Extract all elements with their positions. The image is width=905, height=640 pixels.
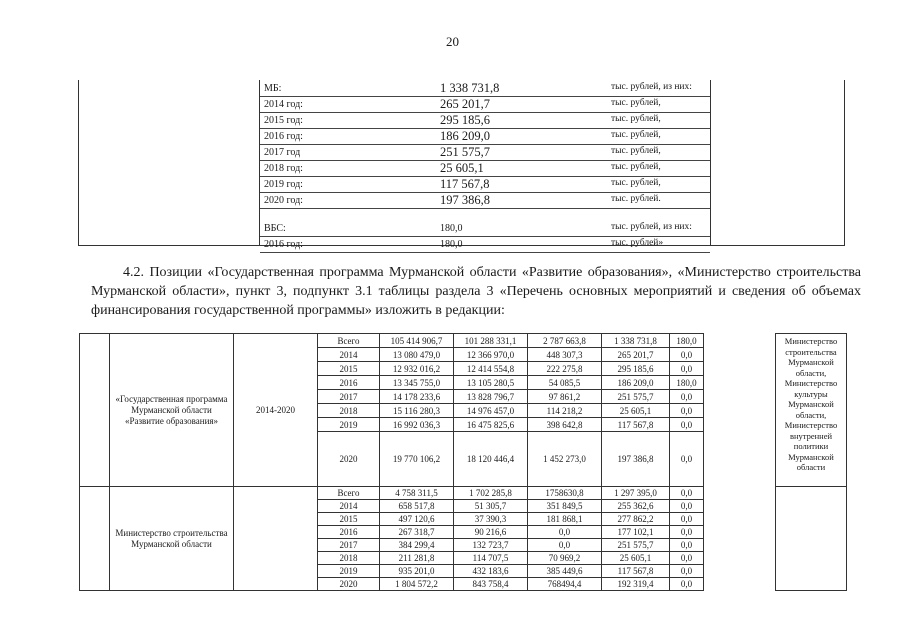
year-cell: 2015 xyxy=(318,362,380,376)
funding-row xyxy=(79,129,844,145)
funding-row-unit: тыс. рублей, из них: xyxy=(611,82,692,92)
year-cell: 2017 xyxy=(318,390,380,404)
year-cell: 2020 xyxy=(318,432,380,487)
funding-row xyxy=(79,161,844,177)
funding-row xyxy=(79,113,844,129)
vbs-cell: 0,0 xyxy=(670,565,704,578)
program-funding-table xyxy=(79,333,847,591)
vbs-cell: 0,0 xyxy=(670,552,704,565)
executor-cell xyxy=(776,487,847,591)
mb-cell: 197 386,8 xyxy=(602,432,670,487)
funding-row-unit: тыс. рублей. xyxy=(611,194,661,204)
funding-row-label: 2014 год: xyxy=(264,99,303,110)
underline xyxy=(260,252,710,253)
ob-cell: 13 828 796,7 xyxy=(454,390,528,404)
total-cell: 12 932 016,2 xyxy=(380,362,454,376)
underline xyxy=(260,208,710,209)
year-cell: 2014 xyxy=(318,348,380,362)
fb-cell: 1 452 273,0 xyxy=(528,432,602,487)
item-name-cell: Министерство строительства Мурманской области xyxy=(110,487,234,591)
ob-cell: 12 414 554,8 xyxy=(454,362,528,376)
year-cell: Всего xyxy=(318,334,380,348)
funding-row-label: 2016 год: xyxy=(264,131,303,142)
funding-row-amount: 295 185,6 xyxy=(440,113,490,127)
fb-cell: 0,0 xyxy=(528,526,602,539)
funding-row xyxy=(79,145,844,161)
funding-row-amount: 186 209,0 xyxy=(440,129,490,143)
total-cell: 935 201,0 xyxy=(380,565,454,578)
year-cell: Всего xyxy=(318,487,380,500)
funding-row xyxy=(79,193,844,209)
total-cell: 14 178 233,6 xyxy=(380,390,454,404)
vbs-cell: 0,0 xyxy=(670,432,704,487)
total-cell: 19 770 106,2 xyxy=(380,432,454,487)
fb-cell: 351 849,5 xyxy=(528,500,602,513)
fb-cell: 448 307,3 xyxy=(528,348,602,362)
mb-cell: 265 201,7 xyxy=(602,348,670,362)
total-cell: 13 080 479,0 xyxy=(380,348,454,362)
ob-cell: 12 366 970,0 xyxy=(454,348,528,362)
vbs-cell: 0,0 xyxy=(670,404,704,418)
funding-row-amount: 117 567,8 xyxy=(440,177,490,191)
executor-cell: Министерство строительства Мурманской области, Министерство культуры Мурманской области, Министерство внутренней политики Мурманской области xyxy=(776,334,847,487)
vbs-cell: 0,0 xyxy=(670,500,704,513)
fb-cell: 114 218,2 xyxy=(528,404,602,418)
total-cell: 13 345 755,0 xyxy=(380,376,454,390)
section-program xyxy=(80,334,847,487)
vbs-cell: 0,0 xyxy=(670,348,704,362)
vbs-cell: 180,0 xyxy=(670,376,704,390)
mb-cell: 1 297 395,0 xyxy=(602,487,670,500)
total-cell: 16 992 036,3 xyxy=(380,418,454,432)
table-row xyxy=(80,487,847,500)
ob-cell: 101 288 331,1 xyxy=(454,334,528,348)
vbs-cell: 0,0 xyxy=(670,487,704,500)
ob-cell: 18 120 446,4 xyxy=(454,432,528,487)
funding-row-amount: 197 386,8 xyxy=(440,193,490,207)
ob-cell: 51 305,7 xyxy=(454,500,528,513)
fb-cell: 70 969,2 xyxy=(528,552,602,565)
mb-cell: 295 185,6 xyxy=(602,362,670,376)
vbs-cell: 0,0 xyxy=(670,390,704,404)
funding-row-unit: тыс. рублей, xyxy=(611,162,661,172)
year-cell: 2018 xyxy=(318,404,380,418)
year-cell: 2019 xyxy=(318,418,380,432)
funding-row-label: 2020 год: xyxy=(264,195,303,206)
funding-row xyxy=(79,81,844,97)
fb-cell: 1758630,8 xyxy=(528,487,602,500)
item-name-cell: «Государственная программа Мурманской области «Развитие образования» xyxy=(110,334,234,487)
mb-cell: 117 567,8 xyxy=(602,418,670,432)
funding-row-unit: тыс. рублей, xyxy=(611,178,661,188)
mb-cell: 192 319,4 xyxy=(602,578,670,591)
funding-row-unit: тыс. рублей, xyxy=(611,146,661,156)
year-cell: 2017 xyxy=(318,539,380,552)
mb-cell: 1 338 731,8 xyxy=(602,334,670,348)
fb-cell: 54 085,5 xyxy=(528,376,602,390)
mb-cell: 25 605,1 xyxy=(602,404,670,418)
total-cell: 497 120,6 xyxy=(380,513,454,526)
spacer-cell xyxy=(704,334,776,487)
funding-row-label: 2015 год: xyxy=(264,115,303,126)
funding-row xyxy=(79,237,844,253)
ob-cell: 16 475 825,6 xyxy=(454,418,528,432)
funding-row-unit: тыс. рублей, xyxy=(611,98,661,108)
year-cell: 2019 xyxy=(318,565,380,578)
section-ministry xyxy=(80,487,847,591)
funding-row-label: 2017 год xyxy=(264,147,301,158)
funding-row-amount: 180,0 xyxy=(440,223,463,234)
funding-row-amount: 251 575,7 xyxy=(440,145,490,159)
mb-cell: 251 575,7 xyxy=(602,390,670,404)
funding-row-unit: тыс. рублей, xyxy=(611,130,661,140)
total-cell: 267 318,7 xyxy=(380,526,454,539)
funding-row-amount: 25 605,1 xyxy=(440,161,484,175)
vbs-cell: 0,0 xyxy=(670,578,704,591)
period-cell xyxy=(234,487,318,591)
row-number-cell xyxy=(80,487,110,591)
funding-row-unit: тыс. рублей, xyxy=(611,114,661,124)
vbs-cell: 180,0 xyxy=(670,334,704,348)
paragraph-text: 4.2. Позиции «Государственная программа Мурманской области «Развитие образования», «Министерство строительства Мурманской области», пункт 3, подпункт 3.1 таблицы раздела 3 «Перечень основных мероприятий и сведения об объемах финансирования государственной программы» изложить в редакции: xyxy=(91,265,861,318)
mb-cell: 177 102,1 xyxy=(602,526,670,539)
ob-cell: 1 702 285,8 xyxy=(454,487,528,500)
funding-row xyxy=(79,97,844,113)
total-cell: 15 116 280,3 xyxy=(380,404,454,418)
fb-cell: 2 787 663,8 xyxy=(528,334,602,348)
fb-cell: 181 868,1 xyxy=(528,513,602,526)
year-cell: 2016 xyxy=(318,526,380,539)
funding-row xyxy=(79,177,844,193)
ob-cell: 37 390,3 xyxy=(454,513,528,526)
fb-cell: 385 449,6 xyxy=(528,565,602,578)
funding-row-label: ВБС: xyxy=(264,223,286,234)
year-cell: 2018 xyxy=(318,552,380,565)
funding-continuation-block xyxy=(78,80,845,250)
page-number: 20 xyxy=(446,34,459,49)
mb-cell: 251 575,7 xyxy=(602,539,670,552)
row-number-cell xyxy=(80,334,110,487)
fb-cell: 398 642,8 xyxy=(528,418,602,432)
year-cell: 2016 xyxy=(318,376,380,390)
ob-cell: 13 105 280,5 xyxy=(454,376,528,390)
funding-row-unit: тыс. рублей» xyxy=(611,238,664,248)
mb-cell: 277 862,2 xyxy=(602,513,670,526)
total-cell: 105 414 906,7 xyxy=(380,334,454,348)
funding-row-label: МБ: xyxy=(264,83,282,94)
vbs-cell: 0,0 xyxy=(670,513,704,526)
ob-cell: 90 216,6 xyxy=(454,526,528,539)
fb-cell: 222 275,8 xyxy=(528,362,602,376)
mb-cell: 255 362,6 xyxy=(602,500,670,513)
total-cell: 658 517,8 xyxy=(380,500,454,513)
year-cell: 2020 xyxy=(318,578,380,591)
period-cell: 2014-2020 xyxy=(234,334,318,487)
year-cell: 2015 xyxy=(318,513,380,526)
ob-cell: 432 183,6 xyxy=(454,565,528,578)
total-cell: 4 758 311,5 xyxy=(380,487,454,500)
mb-cell: 186 209,0 xyxy=(602,376,670,390)
total-cell: 1 804 572,2 xyxy=(380,578,454,591)
total-cell: 384 299,4 xyxy=(380,539,454,552)
table-row xyxy=(80,334,847,348)
year-cell: 2014 xyxy=(318,500,380,513)
fb-cell: 768494,4 xyxy=(528,578,602,591)
funding-row-amount: 1 338 731,8 xyxy=(440,81,500,95)
ob-cell: 14 976 457,0 xyxy=(454,404,528,418)
funding-row-label: 2018 год: xyxy=(264,163,303,174)
funding-row-amount: 265 201,7 xyxy=(440,97,490,111)
vbs-cell: 0,0 xyxy=(670,526,704,539)
vbs-cell: 0,0 xyxy=(670,418,704,432)
ob-cell: 132 723,7 xyxy=(454,539,528,552)
vbs-cell: 0,0 xyxy=(670,362,704,376)
fb-cell: 0,0 xyxy=(528,539,602,552)
funding-row-amount: 180,0 xyxy=(440,239,463,250)
ob-cell: 114 707,5 xyxy=(454,552,528,565)
vbs-cell: 0,0 xyxy=(670,539,704,552)
funding-row-unit: тыс. рублей, из них: xyxy=(611,222,692,232)
amendment-paragraph xyxy=(91,263,861,320)
funding-row xyxy=(79,221,844,237)
funding-row-label: 2019 год: xyxy=(264,179,303,190)
spacer-cell xyxy=(704,487,776,591)
mb-cell: 25 605,1 xyxy=(602,552,670,565)
mb-cell: 117 567,8 xyxy=(602,565,670,578)
funding-row-label: 2016 год: xyxy=(264,239,303,250)
total-cell: 211 281,8 xyxy=(380,552,454,565)
fb-cell: 97 861,2 xyxy=(528,390,602,404)
ob-cell: 843 758,4 xyxy=(454,578,528,591)
